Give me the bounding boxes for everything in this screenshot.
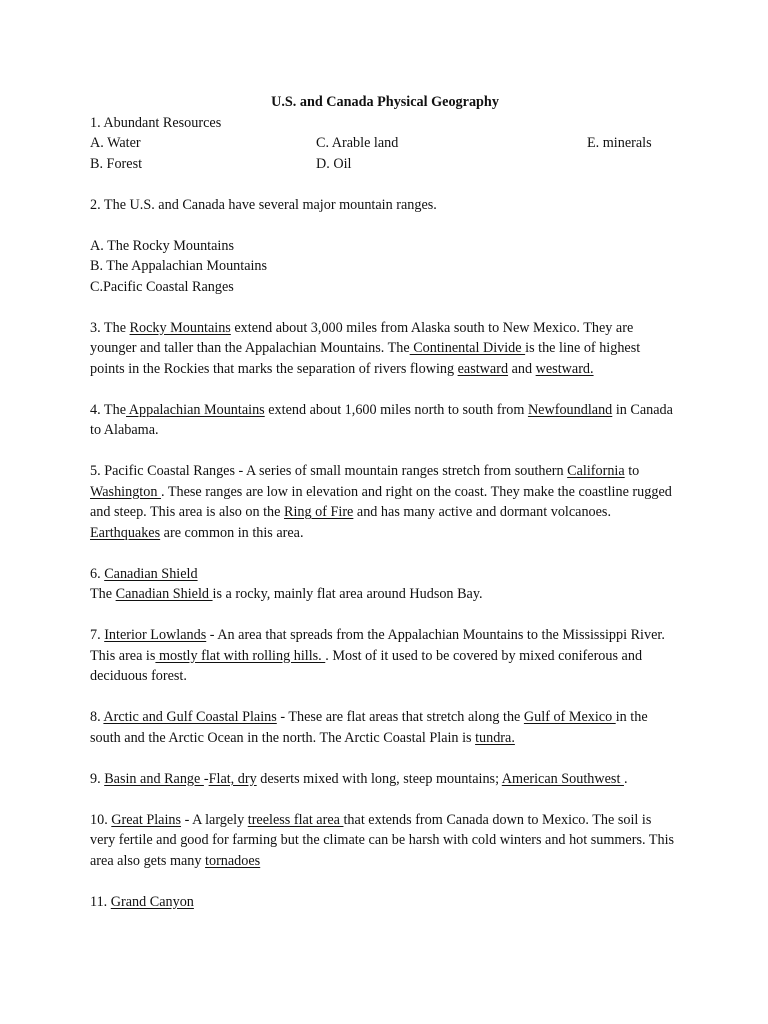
q1-options-row-2 bbox=[90, 154, 675, 175]
q2-item-b: B. The Appalachian Mountains bbox=[90, 258, 268, 274]
q6-term-canadian-shield-2: Canadian Shield bbox=[115, 586, 213, 602]
q11-heading bbox=[90, 892, 675, 913]
q3-paragraph bbox=[90, 318, 675, 380]
q1-heading: 1. Abundant Resources bbox=[90, 114, 222, 131]
q5-term-washington: Washington bbox=[90, 483, 161, 500]
q10-term-treeless-flat-area: treeless flat area bbox=[247, 811, 344, 828]
q9-number: 9. bbox=[90, 770, 105, 787]
q9-term-american-southwest: American Southwest bbox=[501, 770, 624, 787]
q10-text-1: - A largely bbox=[181, 811, 248, 828]
q1-option-e: E. minerals bbox=[587, 135, 652, 151]
q8-term-gulf-of-mexico: Gulf of Mexico bbox=[523, 709, 616, 725]
q9-text-1: - bbox=[203, 770, 209, 787]
document-page bbox=[90, 92, 675, 912]
q3-term-eastward: eastward bbox=[457, 360, 509, 377]
q3-text-4: and bbox=[508, 360, 536, 377]
q9-paragraph bbox=[90, 769, 675, 790]
q4-term-appalachian-mountains: Appalachian Mountains bbox=[126, 401, 265, 418]
q7-term-flat-rolling-hills: mostly flat with rolling hills. bbox=[155, 647, 326, 664]
document-title: U.S. and Canada Physical Geography bbox=[271, 94, 499, 110]
q8-text-2: in the south and the Arctic Ocean in the north. The Arctic Coastal Plain is bbox=[90, 709, 648, 746]
q6-term-canadian-shield: Canadian Shield bbox=[104, 565, 198, 582]
q3-term-rocky-mountains: Rocky Mountains bbox=[129, 319, 231, 336]
q5-term-california: California bbox=[567, 463, 625, 479]
q8-paragraph bbox=[90, 707, 675, 748]
q5-text-3: . These ranges are low in elevation and right on the coast. They make the coastline rugged and steep. This area is also on the bbox=[90, 483, 672, 520]
q10-term-tornadoes: tornadoes bbox=[205, 852, 261, 869]
q4-paragraph bbox=[90, 400, 675, 441]
q4-term-newfoundland: Newfoundland bbox=[527, 401, 613, 418]
q7-term-interior-lowlands: Interior Lowlands bbox=[104, 627, 207, 643]
q2-item-a: A. The Rocky Mountains bbox=[90, 237, 234, 254]
q6-paragraph bbox=[90, 584, 675, 605]
q4-text-3: in Canada to Alabama. bbox=[90, 401, 673, 438]
q5-term-earthquakes: Earthquakes bbox=[90, 524, 161, 541]
q3-term-westward: westward. bbox=[535, 360, 594, 377]
q5-text-5: are common in this area. bbox=[160, 524, 304, 541]
q3-text-2: extend about 3,000 miles from Alaska south to New Mexico. They are younger and taller than the Appalachian Mountains. The bbox=[90, 319, 634, 356]
q5-paragraph bbox=[90, 461, 675, 543]
q3-term-continental-divide: Continental Divide bbox=[409, 340, 526, 356]
q1-option-d: D. Oil bbox=[316, 155, 352, 172]
q6-heading bbox=[90, 564, 675, 585]
q9-text-3: . bbox=[623, 770, 628, 787]
q5-text-1: 5. Pacific Coastal Ranges - A series of small mountain ranges stretch from southern bbox=[90, 463, 568, 479]
q2-text: 2. The U.S. and Canada have several major mountain ranges. bbox=[90, 196, 437, 213]
q8-text-1: - These are flat areas that stretch along the bbox=[276, 709, 524, 725]
q8-term-coastal-plains: Arctic and Gulf Coastal Plains bbox=[103, 709, 277, 725]
q5-text-2: to bbox=[624, 463, 640, 479]
q1-option-c: C. Arable land bbox=[316, 135, 399, 151]
q9-term-basin-and-range: Basin and Range bbox=[104, 770, 204, 787]
q2-item-c: C.Pacific Coastal Ranges bbox=[90, 278, 234, 295]
q10-paragraph bbox=[90, 810, 675, 872]
q4-text-2: extend about 1,600 miles north to south from bbox=[264, 401, 528, 418]
q7-text-2: . Most of it used to be covered by mixed coniferous and deciduous forest. bbox=[90, 647, 643, 684]
q7-paragraph bbox=[90, 625, 675, 687]
q7-text-1: - An area that spreads from the Appalachian Mountains to the Mississippi River. This area is bbox=[90, 627, 665, 664]
q9-text-2: deserts mixed with long, steep mountains; bbox=[256, 770, 502, 787]
q11-number: 11. bbox=[90, 893, 111, 910]
q1-option-b: B. Forest bbox=[90, 155, 143, 172]
q6-number: 6. bbox=[90, 565, 105, 582]
q6-text-2: is a rocky, mainly flat area around Hudson Bay. bbox=[212, 586, 483, 602]
q3-text-1: 3. The bbox=[90, 319, 130, 336]
q4-text-1: 4. The bbox=[90, 401, 126, 418]
q3-text-3: is the line of highest points in the Rockies that marks the separation of rivers flowing bbox=[90, 340, 641, 377]
q8-term-tundra: tundra. bbox=[475, 729, 515, 746]
q1-option-a: A. Water bbox=[90, 135, 141, 151]
q11-term-grand-canyon: Grand Canyon bbox=[110, 893, 194, 910]
q9-term-flat-dry: Flat, dry bbox=[208, 770, 257, 787]
q10-number: 10. bbox=[90, 811, 112, 828]
q1-options-row-1 bbox=[90, 133, 675, 154]
q8-number: 8. bbox=[90, 709, 104, 725]
q10-term-great-plains: Great Plains bbox=[111, 811, 182, 828]
q7-number: 7. bbox=[90, 627, 105, 643]
q10-text-2: that extends from Canada down to Mexico. The soil is very fertile and good for farming but the climate can be harsh with cold winters and hot summers. This area also gets many bbox=[90, 811, 675, 869]
q5-term-ring-of-fire: Ring of Fire bbox=[283, 504, 354, 520]
q5-text-4: and has many active and dormant volcanoes. bbox=[353, 504, 611, 520]
q6-text-1: The bbox=[90, 586, 116, 602]
